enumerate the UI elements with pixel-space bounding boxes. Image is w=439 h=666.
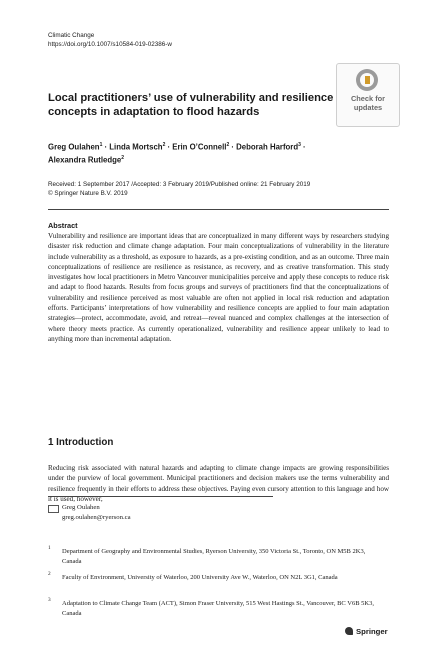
- author-affiliation-mark: 3: [298, 142, 301, 148]
- copyright-line: © Springer Nature B.V. 2019: [48, 190, 128, 197]
- journal-header: [48, 31, 172, 49]
- section-body-text: Reducing risk associated with natural hazards and adapting to climate change impacts are growing responsibilities under the purview of local government. Municipal practitioners and decision makers use the terms vulnerability and resilience frequently in their efforts to address these objectives. Paying even cursory attention to this language and how it is used, however,: [48, 464, 389, 503]
- author-affiliation-mark: 1: [99, 142, 103, 148]
- published-date: Published online: 21 February 2019: [210, 181, 311, 188]
- section-heading: 1 Introduction: [48, 437, 114, 448]
- badge-label: Check for updates: [350, 94, 386, 112]
- affiliation-number: 2: [48, 571, 51, 577]
- abstract-text: Vulnerability and resilience are important ideas that are conceptualized in many different ways by researchers studying disaster risk reduction and climate change adaptation. Four main conceptualizations of vulnerability in the literature include vulnerability as a threshold, as exposure to hazards, as a pre-existing condition, and as an outcome. Three main conceptualizations of resilience are resilience as resistance, as recovery, and as creative transformation. This study investigates how local practitioners in Metro Vancouver municipalities perceive and apply these concepts to reduce risk and adapt to flood hazards. Results from focus groups and surveys of practitioners find that the conceptualizations of vulnerability and resilience perceived as most valuable are often not applied in local risk reduction and adaptation efforts. Participants’ interpretations of how vulnerability and resilience concepts are applied to four main adaptation strategies—protect, accommodate, avoid, and retreat—reveal nuanced and complex challenges at the intersection of where theory meets practice. As currently operationalized, vulnerability and resilience appear unlikely to lead to anything more than incremental adaptation.: [48, 232, 389, 343]
- contact-email[interactable]: greg.oulahen@ryerson.ca: [62, 514, 131, 521]
- footnote-divider: [48, 496, 273, 497]
- publication-dates: [48, 180, 388, 198]
- author-name[interactable]: Alexandra Rutledge: [48, 155, 122, 165]
- author-name[interactable]: Deborah Harford: [236, 142, 299, 152]
- author-affiliation-mark: 2: [162, 142, 166, 148]
- author-name[interactable]: Erin O’Connell: [172, 142, 227, 152]
- contact-name: Greg Oulahen: [62, 504, 100, 511]
- author-affiliation-mark: 2: [121, 155, 125, 162]
- affiliation-text: Adaptation to Climate Change Team (ACT), Simon Fraser University, 515 West Hastings St., Vancouver, BC V6B 5K3, Canada: [62, 600, 374, 617]
- doi-link[interactable]: https://doi.org/10.1007/s10584-019-02386-w: [48, 41, 172, 48]
- affiliation-number: 3: [48, 597, 51, 603]
- article-title: Local practitioners’ use of vulnerability and resilience concepts in adaptation to flood hazards: [48, 92, 334, 118]
- affiliation-text: Faculty of Environment, University of Waterloo, 200 University Ave W., Waterloo, ON N2L 3G1, Canada: [62, 574, 338, 581]
- author-name[interactable]: Greg Oulahen: [48, 142, 100, 152]
- check-for-updates-icon: [356, 69, 378, 91]
- header-divider: [48, 209, 389, 210]
- envelope-icon: [48, 505, 59, 513]
- author-name[interactable]: Linda Mortsch: [109, 142, 163, 152]
- publisher-name: Springer: [356, 627, 388, 636]
- author-affiliation-mark: 2: [226, 142, 230, 148]
- check-for-updates-badge[interactable]: [336, 63, 400, 127]
- author-list: Greg Oulahen$^1$ · Linda Mortsch$^2$ · Erin O’Connell$^2$ · Deborah Harford$^3$ · Alexandra Rutledge$^2$: [48, 142, 306, 165]
- abstract-heading: Abstract: [48, 221, 78, 230]
- affiliation-number: 1: [48, 545, 51, 551]
- affiliation-text: Department of Geography and Environmental Studies, Ryerson University, 350 Victoria St., Toronto, ON M5B 2K3, Canada: [62, 548, 366, 565]
- springer-horse-icon: [345, 627, 353, 635]
- corresponding-author: [62, 503, 131, 523]
- springer-logo: [345, 627, 388, 636]
- received-accepted-dates: Received: 1 September 2017 /Accepted: 3 February 2019/: [48, 181, 211, 188]
- journal-name: Climatic Change: [48, 32, 95, 39]
